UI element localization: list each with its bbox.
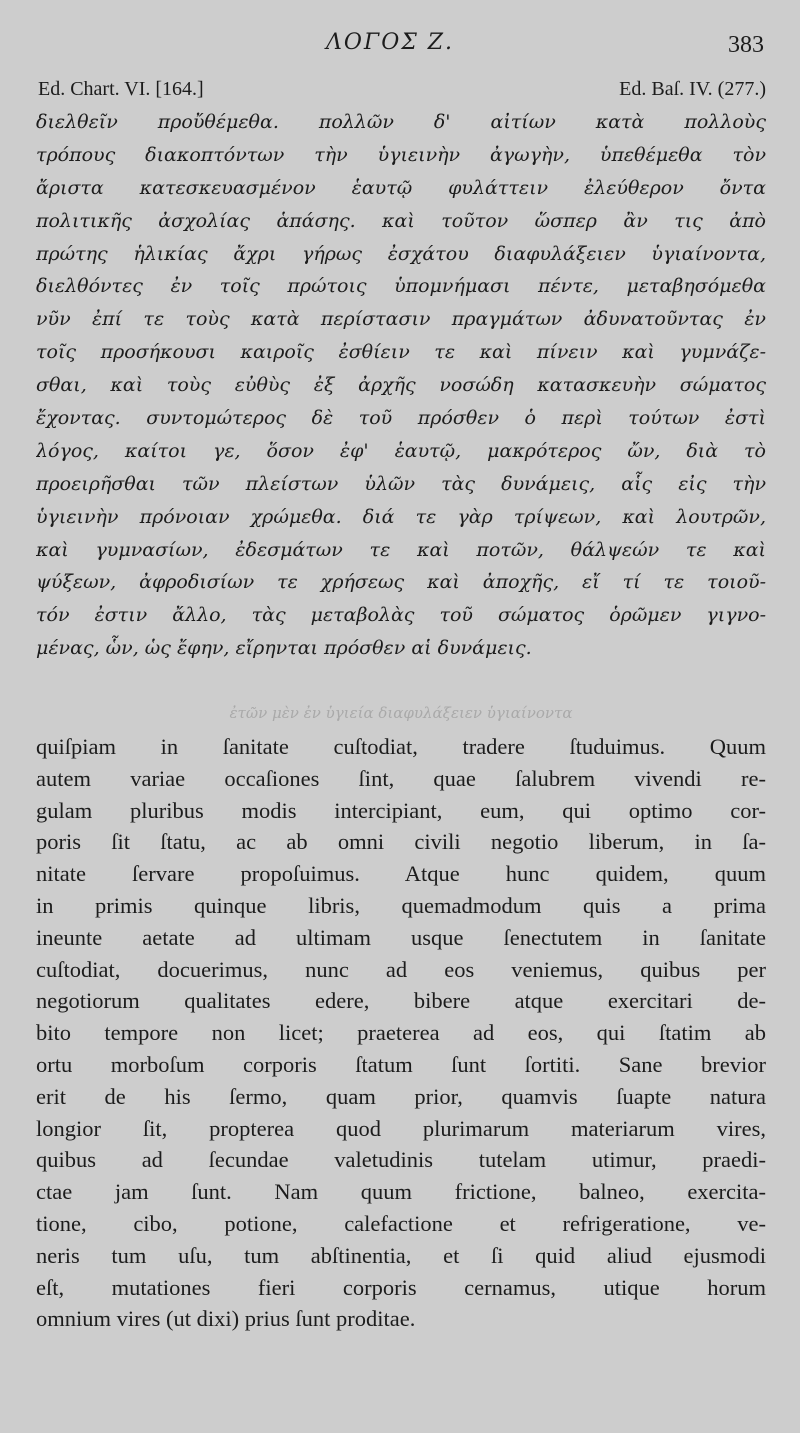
- greek-line: ἔχοντας. συντομώτερος δὲ τοῦ πρόσθεν ὁ περὶ τούτων ἐστὶ: [36, 407, 766, 430]
- latin-line: omnium vires (ut dixi) prius ſunt proditae.: [36, 1306, 416, 1332]
- latin-line: tione, cibo, potione, calefactione et refrigeratione, ve-: [36, 1210, 766, 1236]
- running-title: ΛΟΓΟΣ Ζ.: [326, 30, 455, 55]
- latin-line: cuſtodiat, docuerimus, nunc ad eos veniemus, quibus per: [36, 956, 766, 982]
- latin-line: longior ſit, propterea quod plurimarum materiarum vires,: [36, 1115, 766, 1141]
- latin-text-block: [36, 731, 766, 1335]
- latin-line: quibus ad ſecundae valetudinis tutelam utimur, praedi-: [36, 1147, 766, 1173]
- greek-line: λόγος, καίτοι γε, ὅσον ἐφ' ἑαυτῷ, μακρότερος ὤν, διὰ τὸ: [36, 439, 766, 462]
- latin-line: poris ſit ſtatu, ac ab omni civili negotio liberum, in ſa-: [36, 829, 766, 855]
- greek-line: διελθεῖν προὔθέμεθα. πολλῶν δ' αἰτίων κατὰ πολλοὺς: [36, 111, 766, 133]
- greek-line: τοῖς προσήκουσι καιροῖς ἐσθίειν τε καὶ πίνειν καὶ γυμνάζε-: [36, 341, 766, 364]
- greek-line: τόν ἐστιν ἄλλο, τὰς μεταβολὰς τοῦ σώματος ὁρῶμεν γιγνο-: [36, 604, 766, 627]
- greek-line: σθαι, καὶ τοὺς εὐθὺς ἐξ ἀρχῆς νοσώδη κατασκευὴν σώματος: [36, 374, 766, 397]
- greek-line: προειρῆσθαι τῶν πλείστων ὑλῶν τὰς δυνάμεις, αἷς εἰς τὴν: [36, 472, 766, 495]
- greek-line: πρώτης ἡλικίας ἄχρι γήρως ἐσχάτου διαφυλάξειεν ὑγιαίνοντα,: [36, 242, 766, 265]
- latin-line: quiſpiam in ſanitate cuſtodiat, tradere ſtuduimus. Quum: [36, 734, 766, 759]
- greek-line: διελθόντες ἐν τοῖς πρώτοις ὑπομνήμασι πέντε, μεταβησόμεθα: [36, 275, 766, 298]
- greek-line: νῦν ἐπί τε τοὺς κατὰ περίστασιν πραγμάτων ἀδυνατοῦντας ἐν: [36, 308, 766, 331]
- page-number: 383: [728, 32, 764, 58]
- greek-line: πολιτικῆς ἀσχολίας ἁπάσης. καὶ τοῦτον ὥσπερ ἂν τις ἀπὸ: [36, 209, 766, 232]
- latin-line: eſt, mutationes fieri corporis cernamus, utique horum: [36, 1274, 766, 1300]
- greek-text-block: [36, 106, 766, 665]
- latin-line: bito tempore non licet; praeterea ad eos, qui ſtatim ab: [36, 1020, 766, 1046]
- greek-line: ψύξεων, ἀφροδισίων τε χρήσεως καὶ ἀποχῆς, εἴ τί τε τοιοῦ-: [36, 571, 766, 594]
- latin-line: gulam pluribus modis intercipiant, eum, qui optimo cor-: [36, 797, 766, 823]
- running-head: [0, 30, 800, 60]
- latin-line: autem variae occaſiones ſint, quae ſalubrem vivendi re-: [36, 765, 766, 791]
- edition-reference-line: [38, 78, 766, 104]
- latin-line: neris tum uſu, tum abſtinentia, et ſi quid aliud ejusmodi: [36, 1242, 766, 1268]
- edition-basel-reference: Ed. Baſ. IV. (277.): [619, 78, 766, 100]
- latin-line: erit de his ſermo, quam prior, quamvis ſuapte natura: [36, 1083, 766, 1109]
- edition-chartier-reference: Ed. Chart. VI. [164.]: [38, 78, 204, 100]
- latin-line: ineunte aetate ad ultimam usque ſenectutem in ſanitate: [36, 924, 766, 950]
- latin-line: ortu morboſum corporis ſtatum ſunt ſortiti. Sane brevior: [36, 1051, 766, 1077]
- greek-line: καὶ γυμνασίων, ἐδεσμάτων τε καὶ ποτῶν, θάλψεών τε καὶ: [36, 538, 766, 561]
- greek-line: ἄριστα κατεσκευασμένον ἑαυτῷ φυλάττειν ἐλεύθερον ὄντα: [36, 176, 766, 199]
- greek-line: ὑγιεινὴν πρόνοιαν χρώμεθα. διά τε γὰρ τρίψεων, καὶ λουτρῶν,: [36, 505, 766, 528]
- greek-line: τρόπους διακοπτόντων τὴν ὑγιεινὴν ἀγωγὴν, ὑπεθέμεθα τὸν: [36, 143, 766, 166]
- latin-line: negotiorum qualitates edere, bibere atque exercitari de-: [36, 988, 766, 1014]
- latin-line: nitate ſervare propoſuimus. Atque hunc quidem, quum: [36, 861, 766, 887]
- latin-line: in primis quinque libris, quemadmodum quis a prima: [36, 892, 766, 918]
- bleed-through-text: ἐτῶν μὲν ἐν ὑγιεία διαφυλάξειεν ὑγιαίνοντα: [229, 704, 573, 722]
- latin-line: ctae jam ſunt. Nam quum frictione, balneo, exercita-: [36, 1179, 766, 1205]
- greek-line: μένας, ὧν, ὡς ἔφην, εἴρηνται πρόσθεν αἱ δυνάμεις.: [36, 637, 532, 660]
